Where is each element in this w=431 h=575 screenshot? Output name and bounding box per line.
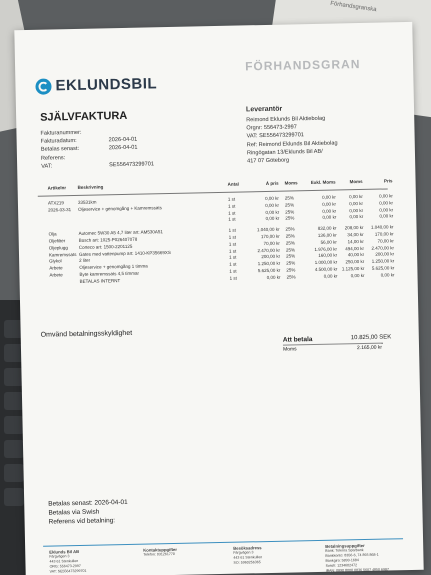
- table-cell: 0,00 kr: [350, 272, 365, 279]
- line-items-table: [38, 178, 395, 286]
- table-cell: 70,00 kr: [263, 240, 280, 246]
- table-cell: 0,00 kr: [349, 200, 364, 207]
- table-cell: Oljeplugg: [48, 244, 68, 251]
- table-cell: 2.470,00 kr: [257, 247, 281, 253]
- table-cell: 0,00 kr: [379, 206, 394, 213]
- table-cell: 56,00 kr: [320, 239, 337, 245]
- table-cell: 0,00 kr: [266, 274, 281, 280]
- table-cell: 1 st: [227, 196, 236, 202]
- supplier-line: Ref: Reimond Eklunds Bil Aktiebolag: [246, 140, 338, 148]
- table-cell: Corteco art: 1500-2201125: [78, 243, 133, 250]
- table-cell: 494,00 kr: [345, 245, 364, 251]
- table-cell: 1 st: [228, 248, 237, 254]
- keyboard-key: [4, 488, 24, 506]
- table-cell: Oljeservice + genomgång 1 timma: [79, 263, 148, 271]
- table-cell: 1 st: [229, 255, 237, 261]
- table-cell: 1.250,00 kr: [371, 258, 395, 264]
- table-cell: 5.625,00 kr: [257, 267, 281, 274]
- table-cell: 170,00 kr: [260, 233, 280, 240]
- table-cell: BETALAS INTERNT: [79, 277, 121, 284]
- table-cell: Gates med vattenpump art: 1410-KP35669XS: [78, 249, 171, 257]
- table-cell: 25%: [286, 260, 296, 266]
- table-cell: 1.000,00 kr: [314, 259, 338, 266]
- keyboard-key: [4, 416, 24, 434]
- table-cell: 0,00 kr: [349, 214, 364, 220]
- table-cell: 25%: [285, 246, 296, 253]
- table-cell: 0,00 kr: [379, 213, 394, 220]
- table-cell: 0,00 kr: [322, 214, 337, 221]
- invoice-title: SJÄLVFAKTURA: [40, 109, 128, 124]
- background-paper-text-1: Förhandsgranska: [329, 0, 377, 14]
- column-header: Antal: [227, 181, 239, 187]
- supplier-line: Reimond Eklunds Bil Aktiebolag: [246, 115, 326, 124]
- table-cell: 0,00 kr: [265, 202, 280, 208]
- table-cell: 1 st: [228, 210, 236, 216]
- table-cell: 1.125,00 kr: [341, 265, 365, 272]
- supplier-line: Ringögatan 13/Eklunds Bil AB/: [246, 148, 323, 157]
- column-header: Moms: [284, 180, 298, 186]
- table-cell: 0,00 kr: [349, 207, 364, 213]
- table-cell: 832,00 kr: [317, 225, 337, 232]
- table-cell: 25%: [285, 209, 295, 215]
- table-cell: 0,00 kr: [322, 208, 337, 214]
- table-cell: ATX219: [47, 200, 64, 206]
- table-cell: Bosch art: 1025-P026407078: [78, 236, 138, 243]
- table-cell: 0,00 kr: [265, 209, 280, 215]
- table-cell: 1 st: [228, 227, 236, 233]
- table-cell: 25%: [285, 233, 295, 239]
- table-cell: 0,00 kr: [379, 200, 394, 206]
- table-cell: 1.040,00 kr: [370, 224, 394, 230]
- payment-line: Betalas senast: 2026-04-01: [48, 498, 128, 508]
- table-cell: 0,00 kr: [322, 194, 336, 200]
- table-cell: 70,00 kr: [377, 238, 394, 244]
- keyboard-key: [4, 440, 24, 458]
- table-cell: 1.250,00 kr: [257, 260, 281, 267]
- table-cell: 0,00 kr: [323, 273, 338, 279]
- table-cell: 2 liter: [79, 258, 91, 264]
- table-cell: 200,00 kr: [375, 251, 395, 258]
- table-cell: 0,00 kr: [265, 195, 279, 202]
- column-header: Beskrivning: [77, 184, 104, 190]
- supplier-block: [246, 103, 338, 165]
- table-cell: 250,00 kr: [345, 259, 365, 265]
- meta-row: VAT: SE556473299701: [41, 161, 155, 170]
- table-cell: 1 st: [229, 261, 237, 267]
- preview-watermark: FÖRHANDSGRAN: [244, 56, 361, 74]
- table-cell: 1.976,00 kr: [314, 246, 338, 252]
- payment-line: Referens vid betalning:: [48, 517, 116, 526]
- table-cell: 0,00 kr: [380, 272, 395, 278]
- meta-row: Betalas senast: 2026-04-01: [40, 145, 138, 154]
- table-cell: 33531km: [77, 199, 97, 205]
- table-cell: 2.470,00 kr: [371, 244, 394, 251]
- payment-info: [48, 498, 128, 527]
- table-cell: 5.625,00 kr: [371, 265, 395, 271]
- table-cell: 25%: [285, 215, 295, 221]
- supplier-line: 417 07 Göteborg: [247, 157, 290, 165]
- table-cell: 0,00 kr: [349, 193, 363, 200]
- table-cell: 34,00 kr: [347, 231, 364, 238]
- total-value: 10.825,00 SEK: [350, 334, 392, 342]
- table-cell: 14,00 kr: [347, 238, 364, 245]
- footer-column-contact: Kontaktuppgifter Telefon: 031261770: [143, 546, 178, 557]
- table-cell: 1 st: [229, 275, 237, 281]
- invoice-meta: [40, 127, 154, 170]
- table-cell: 1 st: [227, 203, 236, 209]
- table-cell: 25%: [286, 253, 296, 259]
- table-cell: 160,00 kr: [318, 252, 338, 259]
- company-logo: [35, 75, 157, 95]
- table-cell: 25%: [284, 202, 295, 208]
- table-cell: 1 st: [228, 241, 237, 247]
- footer-column-address: Besöksadress Färgvägen 3 443 61 Stenkullen SO: 5960256365: [233, 545, 263, 565]
- vat-value: 2.165,00 kr: [356, 344, 383, 352]
- column-header: Artikelnr: [47, 185, 67, 191]
- payment-line: Betalas via Swish: [48, 508, 100, 517]
- supplier-line: VAT: SE556473299701: [246, 132, 304, 140]
- table-cell: 25%: [286, 274, 296, 280]
- table-cell: Byte kamremssats 4,5 timmar: [79, 270, 139, 277]
- logo-icon: [35, 78, 51, 94]
- reverse-charge-note: Omvänd betalningsskyldighet: [40, 329, 133, 339]
- table-cell: 25%: [286, 267, 296, 273]
- footer-column-company: Eklunds Bil AB Färgvägen 3 443 61 Stenkullen ORG: 556473-2997 VAT: SE556473299701: [49, 548, 87, 574]
- supplier-line: Orgnr: 556473-2997: [246, 124, 297, 132]
- table-cell: 25%: [285, 226, 295, 232]
- meta-row: Fakturanummer:: [40, 129, 82, 137]
- table-cell: 0,00 kr: [265, 216, 280, 222]
- table-body: [38, 193, 395, 286]
- logo-text: EKLUNDSBIL: [55, 75, 158, 95]
- keyboard-key: [4, 464, 24, 482]
- table-cell: 40,00 kr: [347, 252, 365, 258]
- table-cell: Oljeservice + genomgång + Kamremssats: [78, 204, 162, 212]
- table-cell: 25%: [284, 195, 294, 201]
- column-header: Exkl. Moms: [310, 179, 336, 186]
- table-cell: 208,00 kr: [344, 225, 364, 231]
- table-cell: Oljefilter: [48, 238, 66, 244]
- meta-row: Referens:: [40, 154, 66, 162]
- table-cell: 136,00 kr: [317, 232, 337, 238]
- invoice-page: [14, 22, 423, 575]
- table-cell: Automec 5W30 A5 4,7 liter art: AM530A51: [78, 229, 163, 237]
- total-label: Att betala: [282, 336, 313, 344]
- column-header: Pris: [383, 178, 393, 184]
- column-header: Á pris: [265, 180, 279, 186]
- supplier-heading: Leverantör: [245, 105, 283, 114]
- table-cell: Kamremssats: [48, 251, 77, 258]
- column-header: Moms: [349, 178, 363, 185]
- table-cell: 1 st: [228, 234, 237, 240]
- table-cell: 1 st: [228, 217, 236, 223]
- table-cell: 0,00 kr: [322, 201, 337, 207]
- table-cell: 25%: [285, 240, 295, 246]
- table-cell: 2026-03-31: [48, 206, 72, 213]
- meta-row: Fakturadatum: 2026-04-01: [40, 136, 138, 145]
- table-cell: Glykol: [49, 258, 62, 264]
- table-cell: Arbete: [49, 265, 63, 271]
- table-cell: Olja: [48, 231, 57, 237]
- table-cell: 1.040,00 kr: [256, 226, 280, 233]
- table-cell: 200,00 kr: [261, 254, 281, 260]
- footer-column-payment: Betalningsuppgifter Bank: Tolerna Sparbank Bankkonto: 8356-6, 74 893 868-1 Bankgiro: 5893-1684 Swish: 1234602472 IBAN: 0890 8000 0836 5607 4850 6987: [325, 543, 390, 573]
- table-cell: 1 st: [229, 268, 237, 274]
- table-cell: 0,00 kr: [379, 193, 393, 199]
- table-cell: Arbete: [49, 272, 63, 278]
- vat-label: Moms: [282, 346, 297, 353]
- table-cell: 170,00 kr: [374, 231, 394, 237]
- table-cell: 4.500,00 kr: [314, 266, 338, 272]
